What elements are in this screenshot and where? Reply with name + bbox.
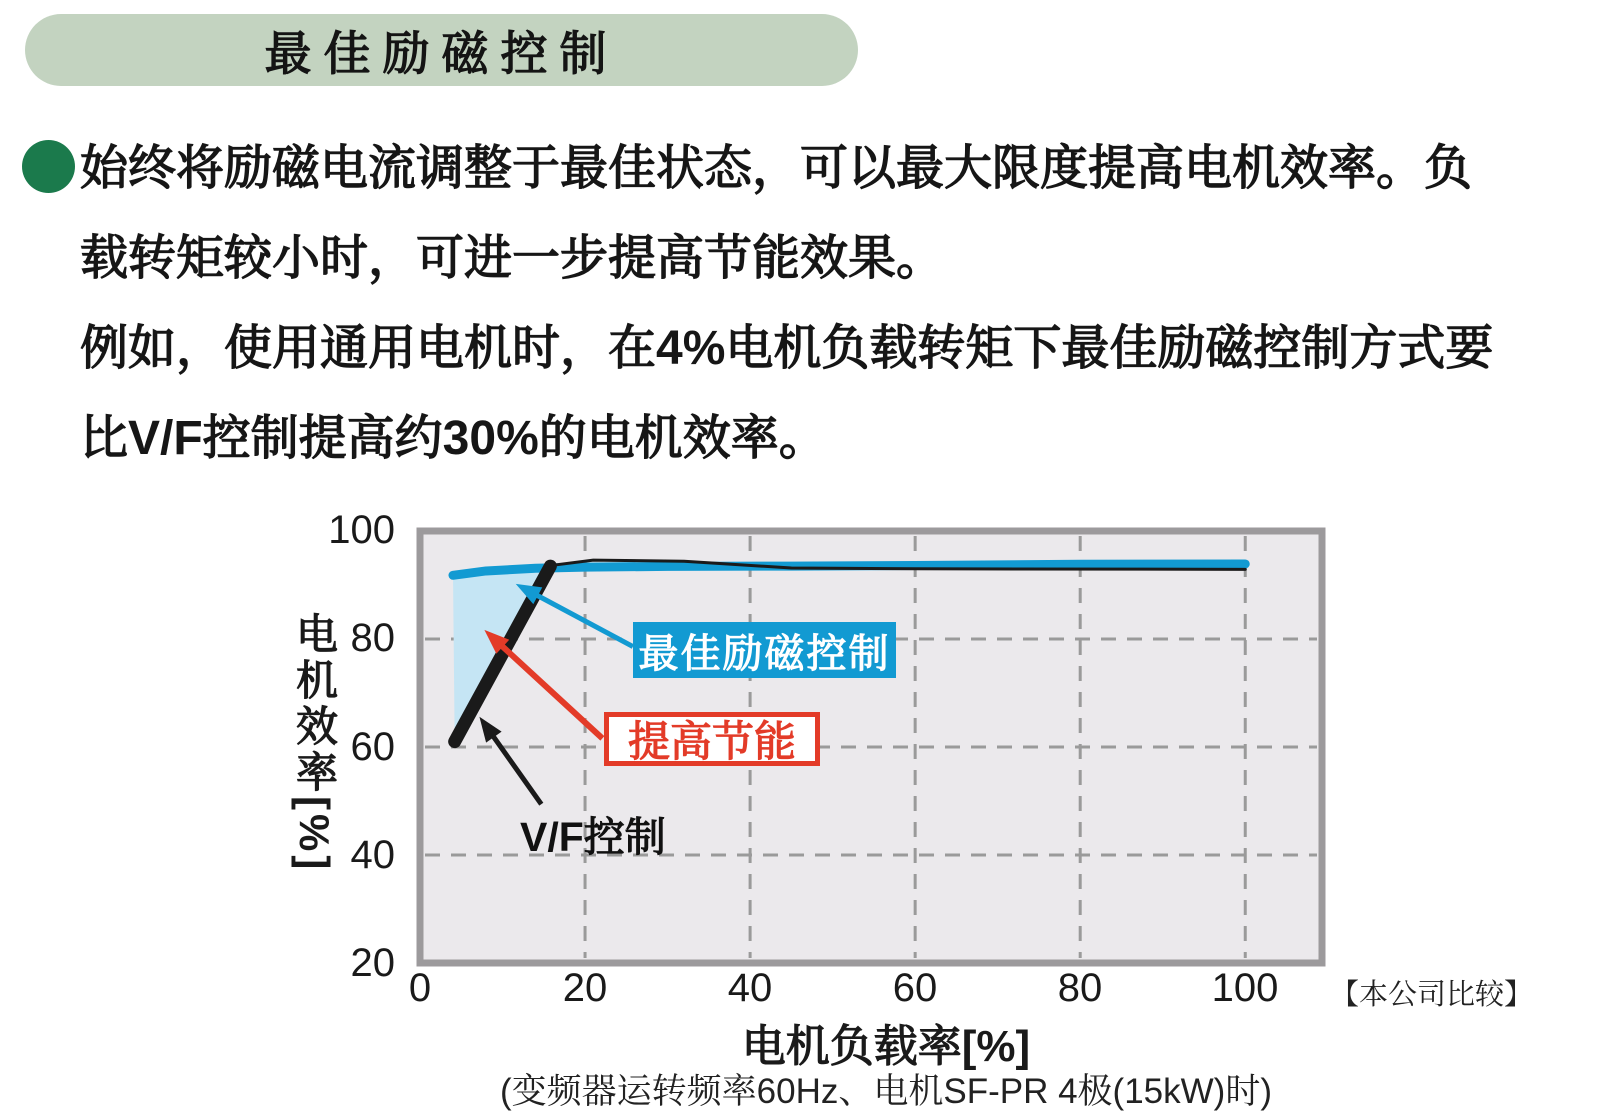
section-title: 最佳励磁控制 [264, 26, 619, 80]
y-tick-label: 80 [350, 616, 395, 660]
x-axis-title: 电机负载率[%] [741, 1022, 1031, 1071]
body-line: 始终将励磁电流调整于最佳状态，可以最大限度提高电机效率。负 [80, 142, 1473, 195]
body-line: 载转矩较小时，可进一步提高节能效果。 [80, 232, 945, 285]
x-tick-label: 80 [1057, 966, 1103, 1010]
y-tick-label: 60 [350, 725, 395, 769]
vf-control-label: V/F控制 [520, 814, 666, 860]
x-tick-label: 20 [562, 966, 608, 1010]
y-tick-label: 20 [350, 941, 395, 985]
optimum-excitation-label: 最佳励磁控制 [633, 622, 896, 678]
x-tick-label: 40 [727, 966, 773, 1010]
comparison-note: 【本公司比较】 [1330, 979, 1534, 1011]
body-line: 比V/F控制提高约30%的电机效率。 [80, 412, 827, 465]
chart-caption: (变频器运转频率60Hz、电机SF-PR 4极(15kW)时) [500, 1072, 1272, 1111]
x-tick-label: 100 [1211, 966, 1279, 1010]
y-tick-label: 40 [350, 833, 395, 877]
y-axis-title: 电机效率[%] [291, 612, 338, 874]
body-line: 例如，使用通用电机时，在4%电机负载转矩下最佳励磁控制方式要 [80, 322, 1494, 375]
y-tick-label: 100 [328, 508, 395, 552]
energy-saving-label: 提高节能 [604, 712, 820, 766]
x-tick-label: 0 [408, 966, 432, 1010]
x-tick-label: 60 [892, 966, 938, 1010]
